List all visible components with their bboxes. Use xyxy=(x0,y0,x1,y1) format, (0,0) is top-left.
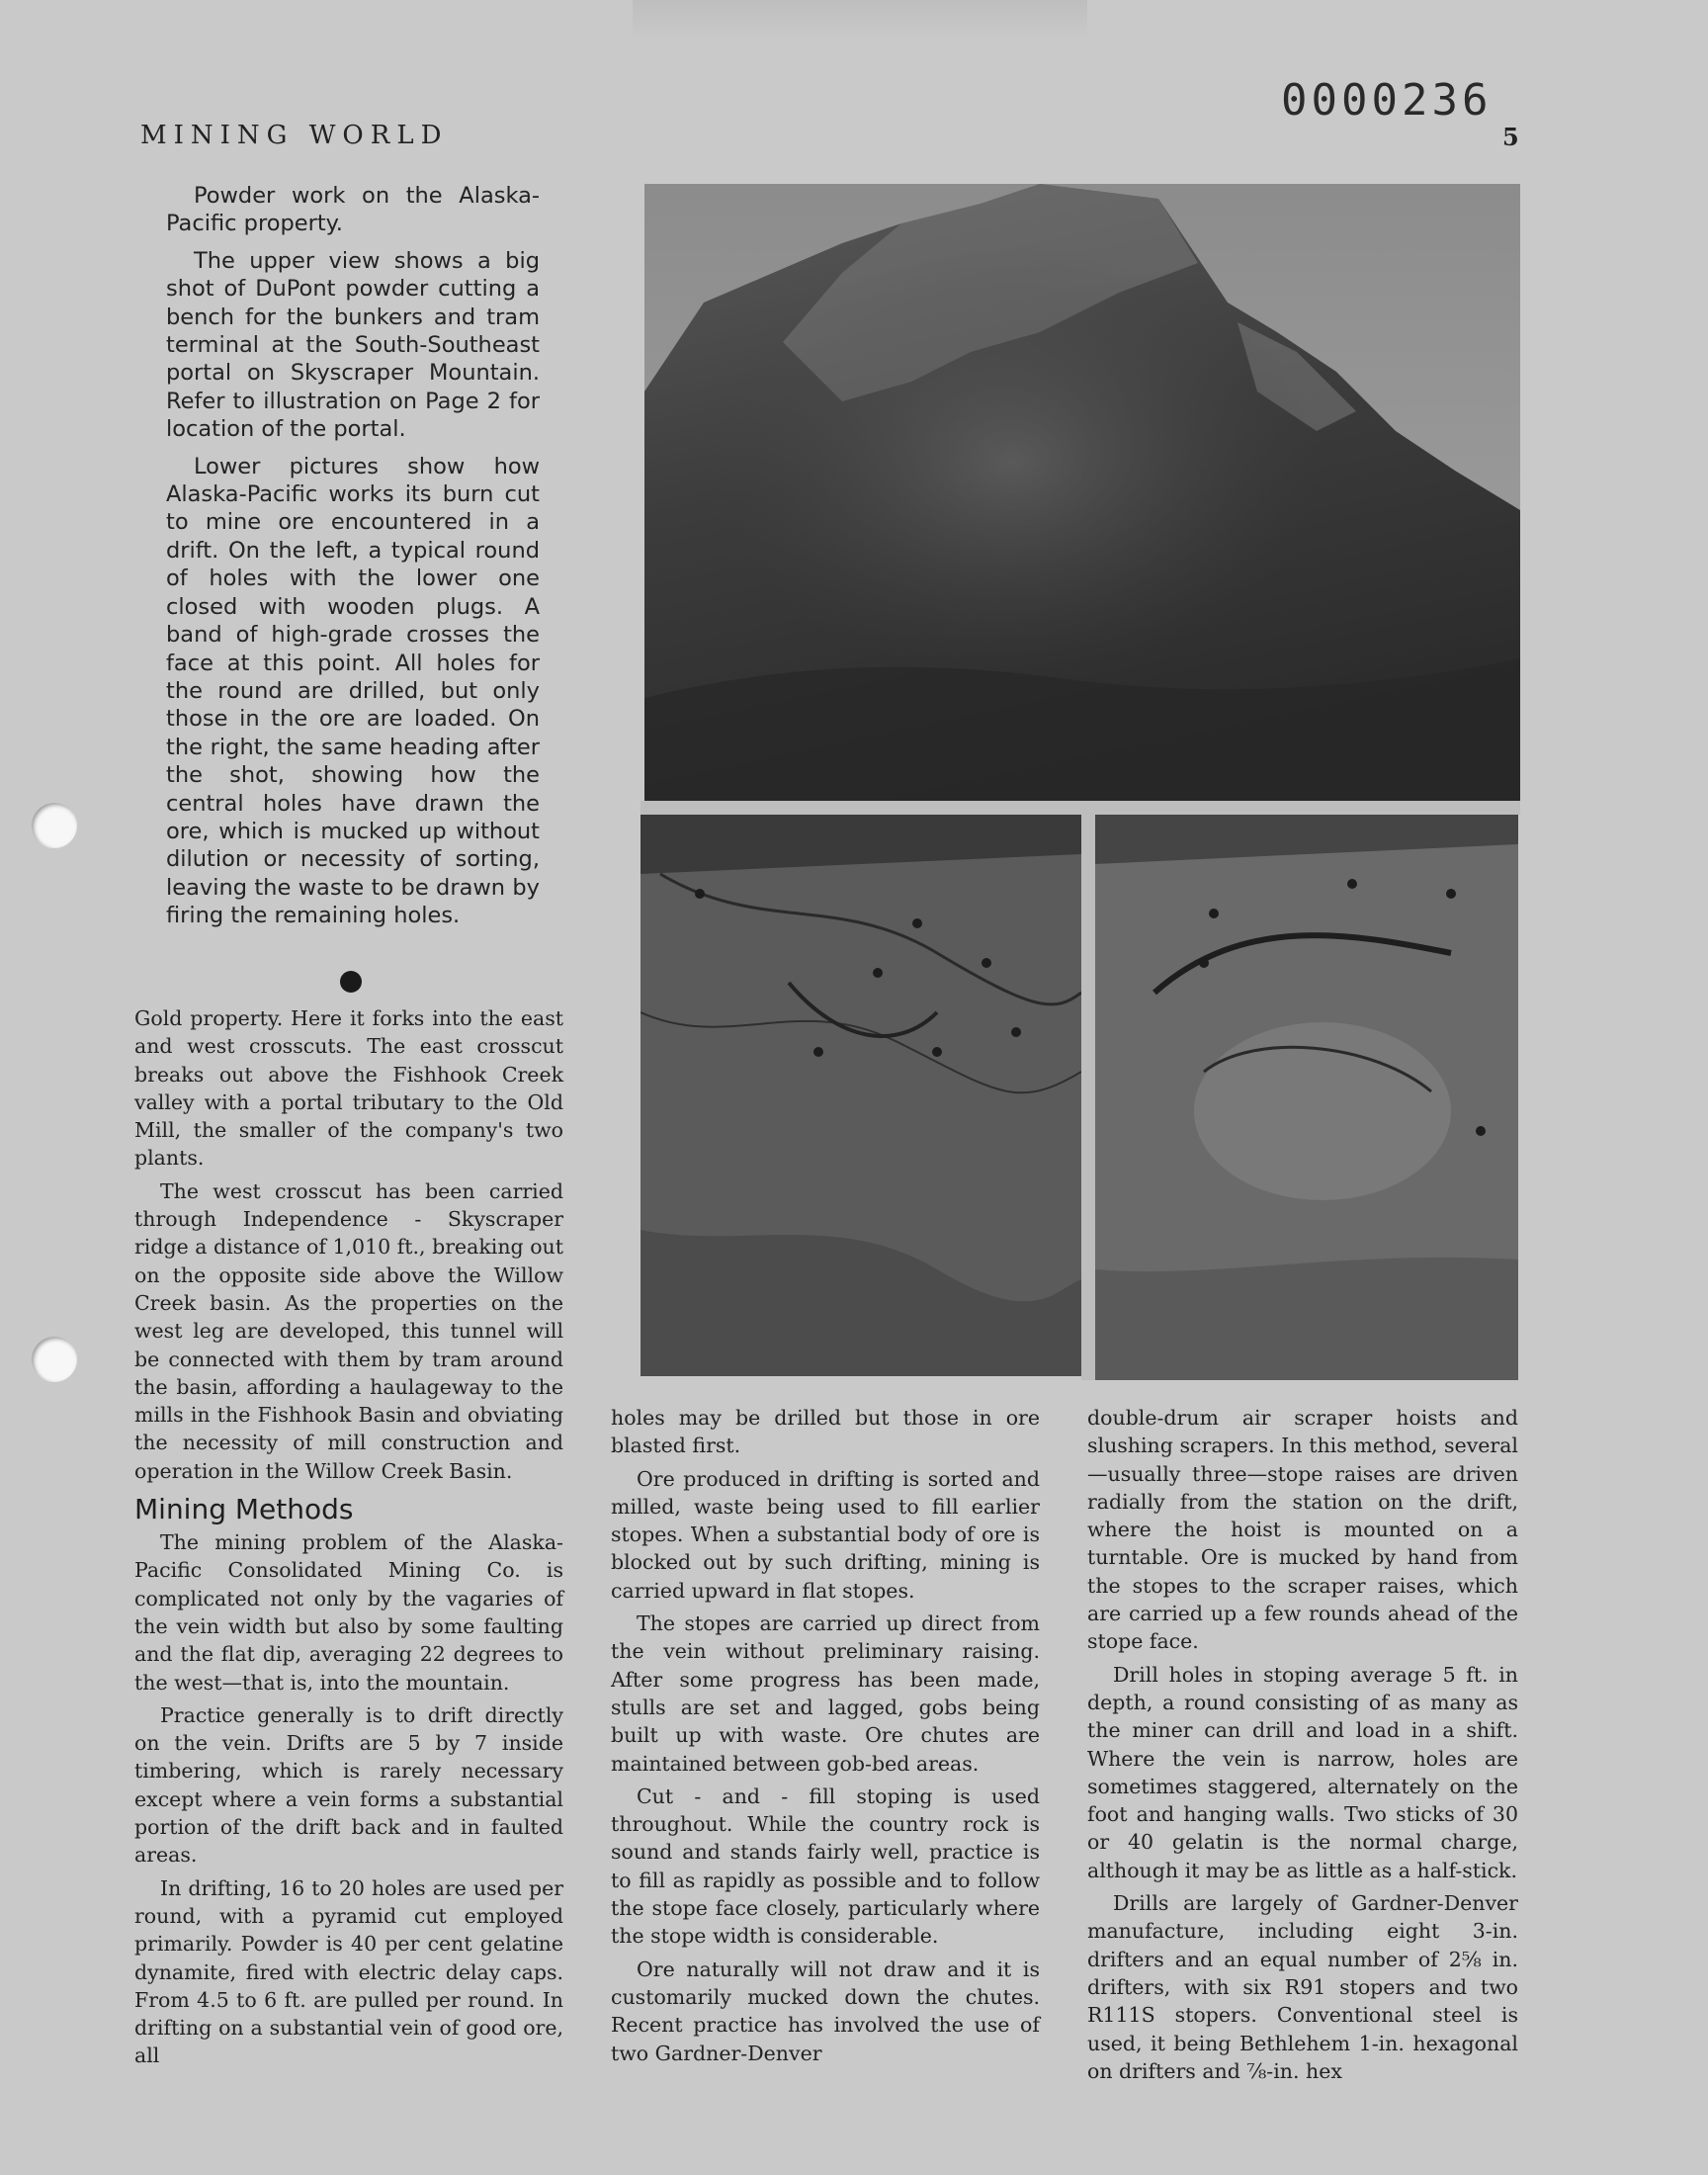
page-number: 5 xyxy=(1502,123,1519,151)
caption-paragraph: Lower pictures show how Alaska-Pacific works its burn cut to mine ore encountered in a drift. On the left, a typical round of holes with the lower one closed with wooden plugs. A band of high-grade crosses the face at this point. All holes for the round are drilled, but only those in the ore are loaded. On the right, the same heading after the shot, showing how the central holes have drawn the ore, which is mucked up without dilution or necessity of sorting, leaving the waste to be drawn by firing the remaining holes. xyxy=(166,453,540,929)
section-bullet xyxy=(340,971,362,993)
punch-hole-lower xyxy=(32,1337,77,1382)
caption-paragraph: Powder work on the Alaska-Pacific property. xyxy=(166,183,540,237)
article-column-2 xyxy=(611,1404,1040,2072)
caption-paragraph: The upper view shows a big shot of DuPont powder cutting a bench for the bunkers and tram terminal at the South-Southeast portal on Skyscraper Mountain. Refer to illustration on Page 2 for location of the portal. xyxy=(166,247,540,443)
body-paragraph: holes may be drilled but those in ore blasted first. xyxy=(611,1406,1040,1458)
body-paragraph: The west crosscut has been carried through Independence - Skyscraper ridge a distance of 1,010 ft., breaking out on the opposite side above the Willow Creek basin. As the properties on the west leg are developed, this tunnel will be connected with them by tram around the basin, affording a haulageway to the mills in the Fishhook Basin and obviating the necessity of mill construction and operation in the Willow Creek Basin. xyxy=(134,1178,563,1483)
body-paragraph: Ore produced in drifting is sorted and milled, waste being used to fill earlier stopes. When a substantial body of ore is blocked out by such drifting, mining is carried upward in flat stopes. xyxy=(611,1466,1040,1603)
photo-divider xyxy=(1081,815,1095,1380)
drift-face-before-shot-photo xyxy=(640,815,1081,1376)
article-column-1 xyxy=(134,1004,563,2075)
body-paragraph: The stopes are carried up direct from the vein without preliminary raising. After some progress has been made, stulls are set and lagged, gobs being built up with waste. Ore chutes are maintained between gob-bed areas. xyxy=(611,1611,1040,1776)
page-top-edge xyxy=(633,0,1087,40)
document-number: 0000236 xyxy=(1281,75,1493,126)
body-paragraph: In drifting, 16 to 20 holes are used per round, with a pyramid cut employed primarily. Powder is 40 per cent gelatine dynamite, fired with electric delay caps. From 4.5 to 6 ft. are pulled per round. In drifting on a substantial vein of good ore, all xyxy=(134,1875,563,2068)
body-paragraph: Practice generally is to drift directly on the vein. Drifts are 5 by 7 inside timbering, which is rarely necessary except where a vein forms a substantial portion of the drift back and in faulted areas. xyxy=(134,1702,563,1868)
article-column-3 xyxy=(1087,1404,1518,2090)
section-heading: Mining Methods xyxy=(134,1493,354,1526)
mountain-blast-photo xyxy=(644,184,1520,801)
body-paragraph: Cut - and - fill stoping is used throughout. While the country rock is sound and stands fairly well, practice is to fill as rapidly as possible and to follow the stope face closely, particularly where the stope width is considerable. xyxy=(611,1784,1040,1949)
photo-caption xyxy=(166,182,540,939)
body-paragraph: Gold property. Here it forks into the east and west crosscuts. The east crosscut breaks out above the Fishhook Creek valley with a portal tributary to the Old Mill, the smaller of the company's two plants. xyxy=(134,1006,563,1171)
publication-title: MINING WORLD xyxy=(140,121,449,150)
body-paragraph: Drill holes in stoping average 5 ft. in depth, a round consisting of as many as the miner can drill and load in a shift. Where the vein is narrow, holes are sometimes staggered, alternately on the foot and hanging walls. Two sticks of 30 or 40 gelatin is the normal charge, although it may be as little as a half-stick. xyxy=(1087,1662,1518,1882)
photo-divider xyxy=(640,801,1520,815)
drift-face-after-shot-photo xyxy=(1095,815,1518,1380)
body-paragraph: Ore naturally will not draw and it is customarily mucked down the chutes. Recent practice has involved the use of two Gardner-Denver xyxy=(611,1957,1040,2065)
body-paragraph: Drills are largely of Gardner-Denver manufacture, including eight 3-in. drifters and an equal number of 2⅝ in. drifters, with six R91 stopers and two R111S stopers. Conventional steel is used, it being Bethlehem 1-in. hexagonal on drifters and ⅞-in. hex xyxy=(1087,1891,1518,2083)
punch-hole-upper xyxy=(32,803,77,848)
body-paragraph: double-drum air scraper hoists and slushing scrapers. In this method, several—usually three—stope raises are driven radially from the station on the drift, where the hoist is mounted on a turntable. Ore is mucked by hand from the stopes to the scraper raises, which are carried up a few rounds ahead of the stope face. xyxy=(1087,1406,1518,1654)
body-paragraph: The mining problem of the Alaska-Pacific Consolidated Mining Co. is complicated not only by the vagaries of the vein width but also by some faulting and the flat dip, averaging 22 degrees to the west—that is, into the mountain. xyxy=(134,1530,563,1695)
